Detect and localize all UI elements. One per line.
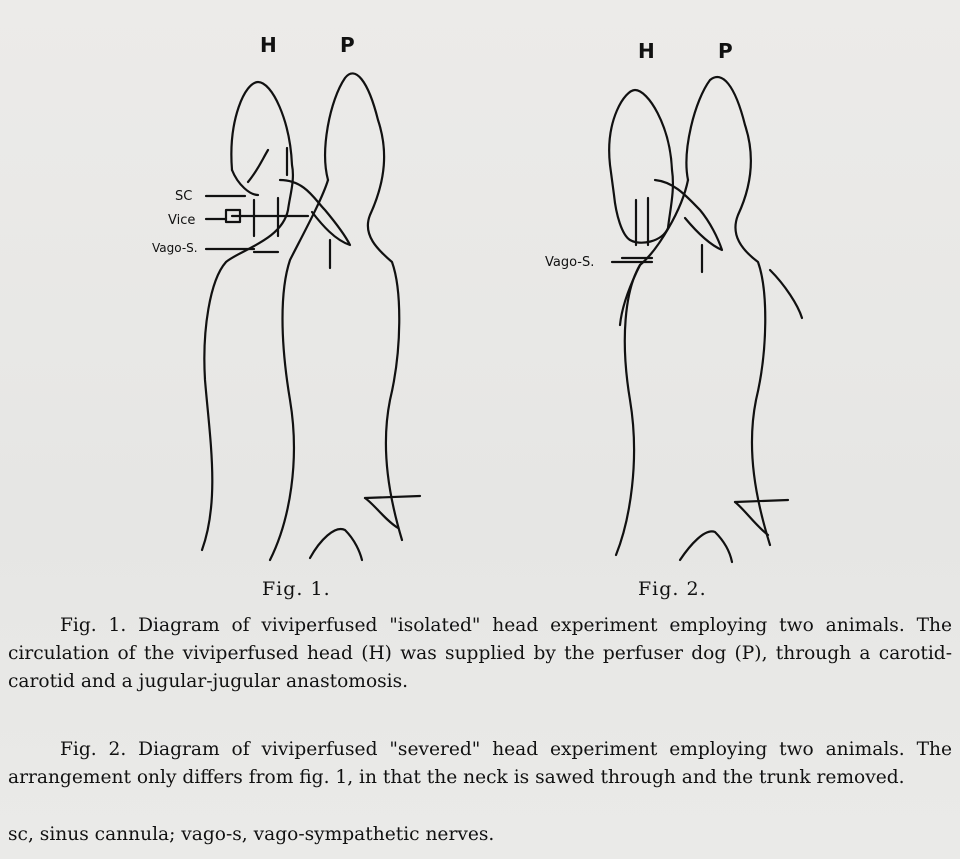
fig2-right-limb [770,270,802,318]
fig2-perfuser-dog-outline [687,77,770,545]
fig2-description [8,736,952,792]
fig1-label-vago: Vago-S. [152,241,198,255]
fig1-cannula [365,496,420,498]
fig1-sc-line [248,150,268,182]
fig1-caption: Fig. 1. [262,578,331,600]
fig2-label-vago: Vago-S. [545,255,595,270]
fig1-head-dog-outline [202,82,293,550]
fig2-head-dog-outline [609,90,673,243]
fig1-label-head: H [260,33,277,57]
abbreviation-legend: sc, sinus cannula; vago-s, vago-sympathetic nerves. [8,824,495,845]
fig1-label-vice: Vice [168,213,196,228]
fig1-perfuser-dog-outline [325,73,402,540]
fig2-vessel-loop [655,180,722,250]
fig1-description [8,612,952,696]
fig1-perfuser-hind [310,529,362,560]
fig2-caption: Fig. 2. [638,578,707,600]
fig1-perfuser-left-body [270,180,328,560]
fig1-description-text: Fig. 1. Diagram of viviperfused "isolated" head experiment employing two animals. The circulation of the viviperfused head (H) was supplied by the perfuser dog (P), through a carotid-carotid and a jugular-jugular anastomosis. [8,615,952,692]
fig1-label-perfuser: P [340,33,355,57]
fig2-perfuser-hind [680,531,732,562]
fig2-label-perfuser: P [718,39,733,63]
fig2-cannula [735,500,788,502]
fig2-description-text: Fig. 2. Diagram of viviperfused "severed" head experiment employing two animals. The arrangement only differs from fig. 1, in that the neck is sawed through and the trunk removed. [8,739,952,788]
fig1-label-sc: SC [175,189,193,204]
figure-1-diagram [140,0,460,580]
fig2-label-head: H [638,39,655,63]
figure-2-diagram [530,0,850,580]
